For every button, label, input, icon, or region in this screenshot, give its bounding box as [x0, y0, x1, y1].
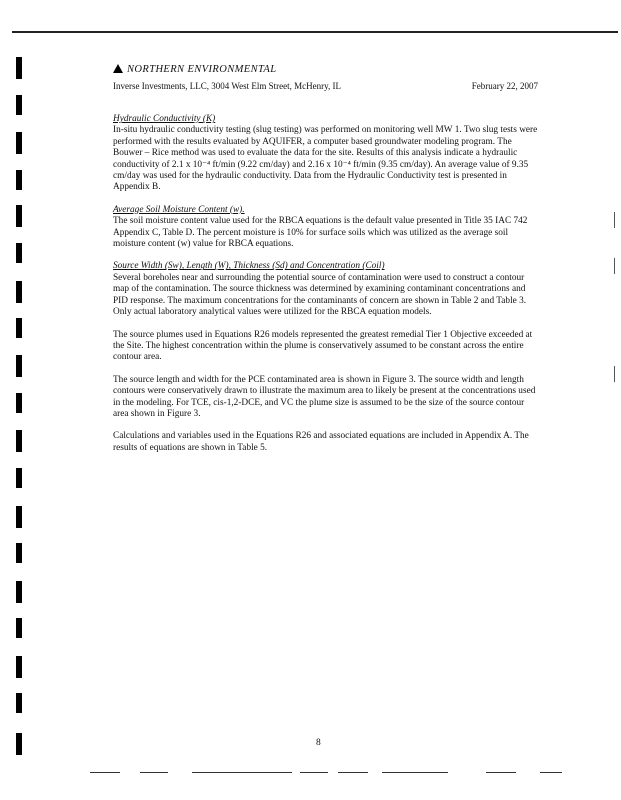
scan-artifact-line	[140, 772, 168, 773]
binder-hole-mark	[16, 318, 22, 338]
scan-artifact-line	[382, 772, 448, 773]
scan-artifact-line	[192, 772, 292, 773]
binder-hole-mark	[16, 243, 22, 263]
company-name: NORTHERN ENVIRONMENTAL	[127, 64, 277, 75]
binder-hole-mark	[16, 281, 22, 303]
section-heading: Average Soil Moisture Content (w).	[113, 204, 245, 215]
client-line: Inverse Investments, LLC, 3004 West Elm Street, McHenry, IL	[113, 81, 341, 91]
triangle-logo-icon	[113, 64, 123, 73]
scan-artifact-line	[486, 772, 516, 773]
section-hydraulic-conductivity	[113, 114, 538, 194]
scan-artifact-line	[90, 772, 120, 773]
section-source-dimensions	[113, 261, 538, 454]
binder-hole-mark	[16, 95, 22, 115]
scan-artifact-line	[540, 772, 562, 773]
scan-edge-mark	[614, 212, 615, 228]
binder-hole-mark	[16, 355, 22, 377]
company-logo	[113, 64, 276, 75]
top-rule	[12, 31, 618, 33]
binder-hole-mark	[16, 430, 22, 452]
page-number: 8	[316, 738, 321, 748]
binder-hole-mark	[16, 170, 22, 190]
paragraph: Several boreholes near and surrounding the potential source of contamination were used to construct a contour map of the contamination. The source thickness was determined by examining contaminant concentrations and PID response. The maximum concentrations for the contaminants of concern are shown in Table 2 and Table 3. Only actual laboratory analytical values were utilized for the RBCA equation models.	[113, 272, 527, 318]
scan-edge-mark	[614, 366, 615, 382]
document-header	[113, 81, 538, 91]
scan-artifact-line	[338, 772, 368, 773]
binder-hole-mark	[16, 618, 22, 638]
scan-artifact-line	[300, 772, 328, 773]
binder-hole-mark	[16, 581, 22, 603]
scan-edge-mark	[614, 258, 615, 274]
binder-hole-mark	[16, 543, 22, 563]
report-body	[113, 114, 538, 465]
binder-hole-mark	[16, 656, 22, 678]
section-heading: Source Width (Sw), Length (W), Thickness (Sd) and Concentration (Coil)	[113, 261, 385, 272]
binder-hole-mark	[16, 506, 22, 528]
report-date: February 22, 2007	[471, 81, 538, 91]
binder-hole-mark	[16, 205, 22, 227]
binder-hole-mark	[16, 132, 22, 154]
paragraph: In-situ hydraulic conductivity testing (slug testing) was performed on monitoring well MW 1. Two slug tests were performed with the results evaluated by AQUIFER, a computer based groundwater modeling program. The Bouwer – Rice method was used to evaluate the data for the site. Results of this analysis indicate a hydraulic conductivity of 2.1 x 10⁻⁴ ft/min (9.22 cm/day) and 2.16 x 10⁻⁴ ft/min (9.35 cm/day). An average value of 9.35 cm/day was used for the hydraulic conductivity. Data from the Hydraulic Conductivity test is presented in Appendix B.	[113, 125, 538, 193]
section-soil-moisture	[113, 205, 538, 251]
binder-hole-mark	[16, 733, 22, 755]
paragraph: The source plumes used in Equations R26 models represented the greatest remedial Tier 1 Objective exceeded at the Site. The highest concentration within the plume is conservatively assumed to be constant across the entire contour area.	[113, 329, 533, 363]
binder-hole-mark	[16, 468, 22, 488]
paragraph: The soil moisture content value used for the RBCA equations is the default value presented in Title 35 IAC 742 Appendix C, Table D. The percent moisture is 10% for surface soils which was utilized as the average soil moisture content (w) value for RBCA equations.	[113, 216, 528, 250]
binder-hole-mark	[16, 393, 22, 413]
paragraph: The source length and width for the PCE contaminated area is shown in Figure 3. The source width and length contours were conservatively drawn to illustrate the maximum area to likely be present at the concentrations used in the modeling. For TCE, cis-1,2-DCE, and VC the plume size is assumed to be the size of the source contour area shown in Figure 3.	[113, 374, 536, 419]
binder-hole-mark	[16, 693, 22, 713]
binder-hole-mark	[16, 57, 22, 79]
section-heading: Hydraulic Conductivity (K)	[113, 114, 216, 124]
paragraph: Calculations and variables used in the Equations R26 and associated equations are included in Appendix A. The results of equations are shown in Table 5.	[113, 431, 529, 453]
